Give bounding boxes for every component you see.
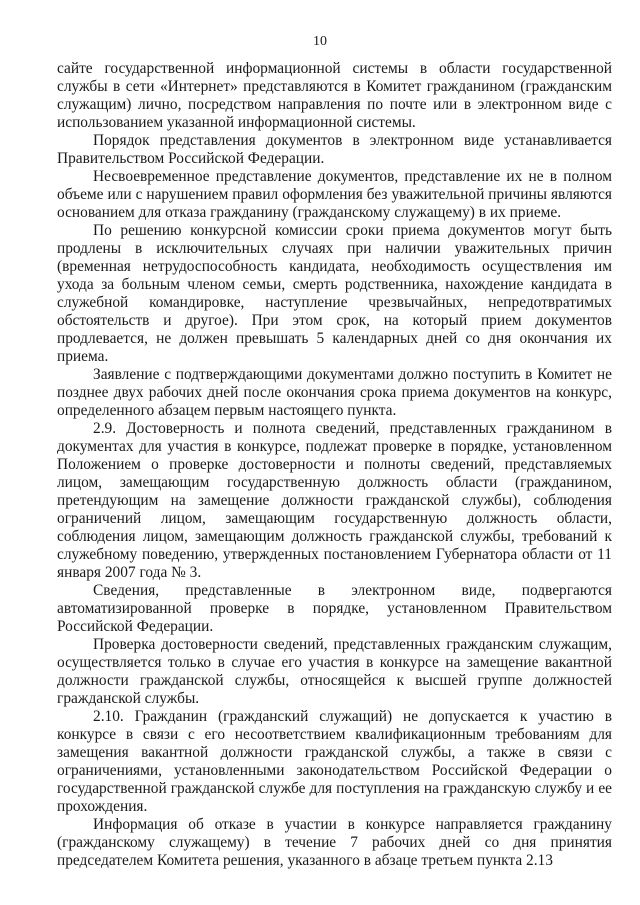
page-number: 10 bbox=[313, 34, 327, 49]
paragraph-2-9: 2.9. Достоверность и полнота сведений, представленных гражданином в документах для участия в конкурсе, подлежат проверке в порядке, установленном Положением о проверке достоверности и полноты сведений, представляемых лицом, замещающим государственную должность области (гражданином, претендующим на замещение должности гражданской службы), соблюдения ограничений лицом, замещающим государственную должность области, соблюдения лицом, замещающим должность гражданской службы, требований к служебному поведению, утвержденных постановлением Губернатора области от 11 января 2007 года № 3. bbox=[57, 420, 612, 581]
document-body bbox=[57, 60, 612, 870]
paragraph-continuation: сайте государственной информационной системы в области государственной службы в сети «Интернет» представляются в Комитет гражданином (гражданским служащим) лично, посредством направления по почте или в электронном виде с использованием указанной информационной системы. bbox=[57, 60, 612, 131]
paragraph-automated-check: Сведения, представленные в электронном виде, подвергаются автоматизированной проверке в порядке, установленном Правительством Российской Федерации. bbox=[57, 582, 612, 635]
paragraph-deadline-extension: По решению конкурсной комиссии сроки приема документов могут быть продлены в исключительных случаях при наличии уважительных причин (временная нетрудоспособность кандидата, необходимость осуществления им ухода за больным членом семьи, смерть родственника, нахождение кандидата в служебной командировке, наступление чрезвычайных, непредотвратимых обстоятельств и другое). При этом срок, на который прием документов продлевается, не должен превышать 5 календарных дней со дня окончания их приема. bbox=[57, 222, 612, 365]
paragraph-electronic-procedure: Порядок представления документов в электронном виде устанавливается Правительством Российской Федерации. bbox=[57, 132, 612, 167]
paragraph-application: Заявление с подтверждающими документами должно поступить в Комитет не позднее двух рабочих дней после окончания срока приема документов на конкурс, определенного абзацем первым настоящего пункта. bbox=[57, 366, 612, 419]
paragraph-2-10: 2.10. Гражданин (гражданский служащий) не допускается к участию в конкурсе в связи с его несоответствием квалификационным требованиям для замещения вакантной должности гражданской службы, а также в связи с ограничениями, установленными законодательством Российской Федерации о государственной гражданской службе для поступления на гражданскую службу и ее прохождения. bbox=[57, 708, 612, 815]
paragraph-verification: Проверка достоверности сведений, представленных гражданским служащим, осуществляется только в случае его участия в конкурсе на замещение вакантной должности гражданской службы, относящейся к высшей группе должностей гражданской службы. bbox=[57, 636, 612, 707]
paragraph-late-submission: Несвоевременное представление документов, представление их не в полном объеме или с нарушением правил оформления без уважительной причины являются основанием для отказа гражданину (гражданскому служащему) в их приеме. bbox=[57, 168, 612, 221]
paragraph-refusal-info: Информация об отказе в участии в конкурсе направляется гражданину (гражданскому служащему) в течение 7 рабочих дней со дня принятия председателем Комитета решения, указанного в абзаце третьем пункта 2.13 bbox=[57, 816, 612, 869]
